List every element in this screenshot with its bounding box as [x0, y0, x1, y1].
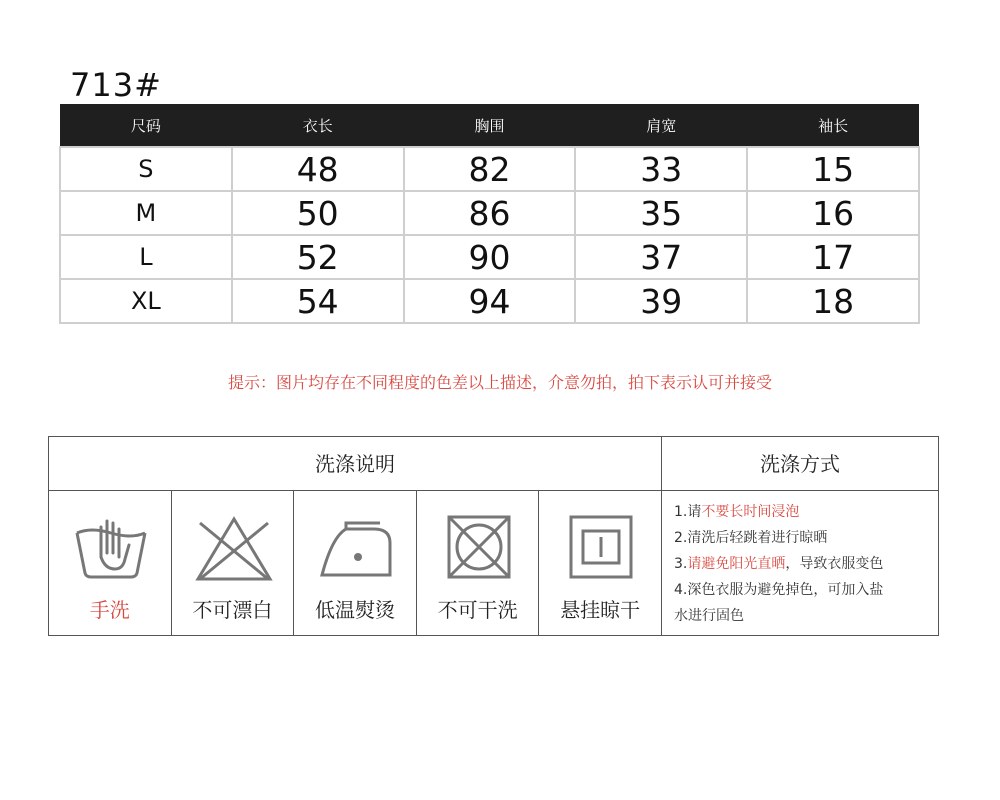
- table-cell: 54: [232, 279, 404, 323]
- column-header: 衣长: [232, 104, 404, 147]
- care-method-item: [674, 603, 936, 629]
- care-icon-cell: [539, 491, 662, 635]
- low-iron-label: 低温熨烫: [314, 598, 395, 622]
- table-cell: S: [60, 147, 232, 191]
- table-cell: 86: [404, 191, 576, 235]
- care-icon-cell: [172, 491, 295, 635]
- care-icon-cell: [417, 491, 540, 635]
- care-icon-cell: [294, 491, 417, 635]
- no-dry-clean-icon: [439, 513, 519, 585]
- care-method-item: [674, 499, 936, 525]
- hand-wash-label: 手洗: [89, 598, 130, 622]
- size-table-header: [60, 104, 919, 147]
- care-icon-cell: [49, 491, 172, 635]
- column-header: 胸围: [404, 104, 576, 147]
- table-cell: L: [60, 235, 232, 279]
- table-cell: 39: [575, 279, 747, 323]
- no-bleach-label: 不可漂白: [192, 598, 273, 622]
- table-row: [60, 235, 919, 279]
- method-text: 4.深色衣服为避免掉色，可加入盐: [674, 582, 884, 598]
- care-method-list: [674, 499, 936, 629]
- care-method-item: [674, 525, 936, 551]
- size-table: [59, 104, 920, 324]
- method-text: 3.: [674, 556, 688, 572]
- color-difference-notice: 提示：图片均存在不同程度的色差以上描述，介意勿拍，拍下表示认可并接受: [227, 373, 772, 392]
- table-cell: 82: [404, 147, 576, 191]
- table-cell: 52: [232, 235, 404, 279]
- table-row: [60, 279, 919, 323]
- table-cell: M: [60, 191, 232, 235]
- method-highlight: 请避免阳光直晒: [687, 556, 786, 572]
- care-instructions-title: 洗涤说明: [49, 437, 662, 491]
- table-row: [60, 191, 919, 235]
- model-number: 713#: [70, 66, 162, 104]
- table-cell: XL: [60, 279, 232, 323]
- hand-wash-icon: [71, 513, 151, 585]
- column-header: 袖长: [747, 104, 919, 147]
- table-cell: 15: [747, 147, 919, 191]
- table-cell: 18: [747, 279, 919, 323]
- table-cell: 90: [404, 235, 576, 279]
- care-method-title: 洗涤方式: [662, 437, 938, 491]
- hang-dry-label: 悬挂晾干: [560, 598, 641, 622]
- method-text: 水进行固色: [674, 608, 744, 624]
- care-method-item: [674, 577, 936, 603]
- column-header: 肩宽: [575, 104, 747, 147]
- table-cell: 16: [747, 191, 919, 235]
- method-text: 1.请: [674, 504, 702, 520]
- low-iron-icon: [316, 513, 396, 585]
- method-highlight: 不要长时间浸泡: [701, 504, 800, 520]
- hang-dry-icon: [561, 513, 641, 585]
- no-dry-clean-label: 不可干洗: [437, 598, 518, 622]
- method-text: 2.清洗后轻跳着进行晾晒: [674, 530, 828, 546]
- table-cell: 50: [232, 191, 404, 235]
- table-cell: 37: [575, 235, 747, 279]
- no-bleach-icon: [194, 513, 274, 585]
- table-cell: 94: [404, 279, 576, 323]
- care-method-item: [674, 551, 936, 577]
- table-row: [60, 147, 919, 191]
- table-cell: 35: [575, 191, 747, 235]
- table-cell: 48: [232, 147, 404, 191]
- column-header: 尺码: [60, 104, 232, 147]
- table-cell: 33: [575, 147, 747, 191]
- care-instructions-panel: [48, 436, 939, 636]
- table-cell: 17: [747, 235, 919, 279]
- method-text: ，导致衣服变色: [785, 556, 884, 572]
